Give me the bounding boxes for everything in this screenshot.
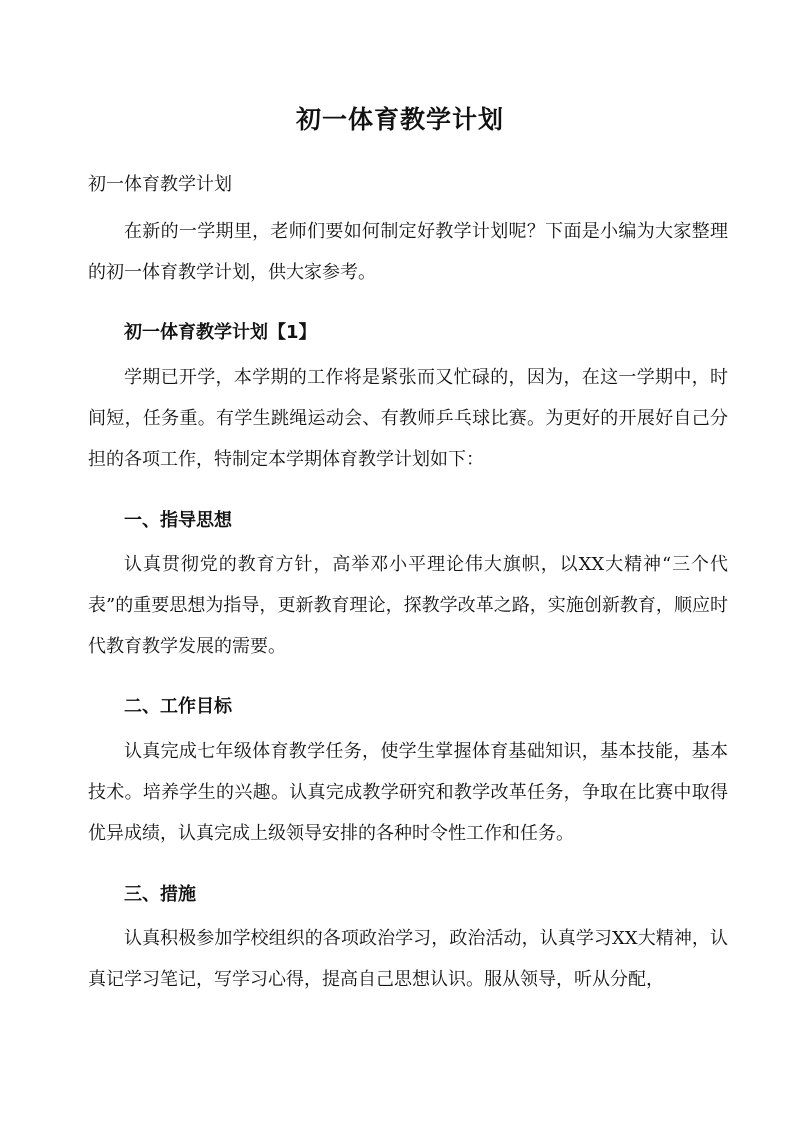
document-subtitle: 初一体育教学计划	[88, 174, 232, 195]
heading-work-goals: 二、工作目标	[124, 696, 232, 717]
paragraph-measures: 认真积极参加学校组织的各项政治学习，政治活动，认真学习XX大精神，认真记学习笔记，写学习心得，提高自己思想认识。服从领导，听从分配，	[88, 928, 728, 990]
heading-measures: 三、措施	[124, 884, 196, 905]
section-heading: 初一体育教学计划【1】	[124, 322, 317, 343]
paragraph-work-goals: 认真完成七年级体育教学任务，使学生掌握体育基础知识，基本技能，基本技术。培养学生的兴趣。认真完成教学研究和教学改革任务，争取在比赛中取得优异成绩，认真完成上级领导安排的各种时令性工作和任务。	[88, 741, 728, 844]
paragraph-guiding-thought: 认真贯彻党的教育方针，高举邓小平理论伟大旗帜，以XX大精神“三个代表”的重要思想为指导，更新教育理论，探教学改革之路，实施创新教育，顺应时代教育教学发展的需要。	[88, 554, 728, 657]
heading-guiding-thought: 一、指导思想	[124, 510, 232, 531]
document-title: 初一体育教学计划	[295, 105, 504, 134]
intro-paragraph: 在新的一学期里，老师们要如何制定好教学计划呢？下面是小编为大家整理的初一体育教学计划，供大家参考。	[88, 221, 728, 283]
section-paragraph: 学期已开学，本学期的工作将是紧张而又忙碌的，因为，在这一学期中，时间短，任务重。有学生跳绳运动会、有教师乒乓球比赛。为更好的开展好自己分担的各项工作，特制定本学期体育教学计划如下：	[88, 367, 728, 470]
